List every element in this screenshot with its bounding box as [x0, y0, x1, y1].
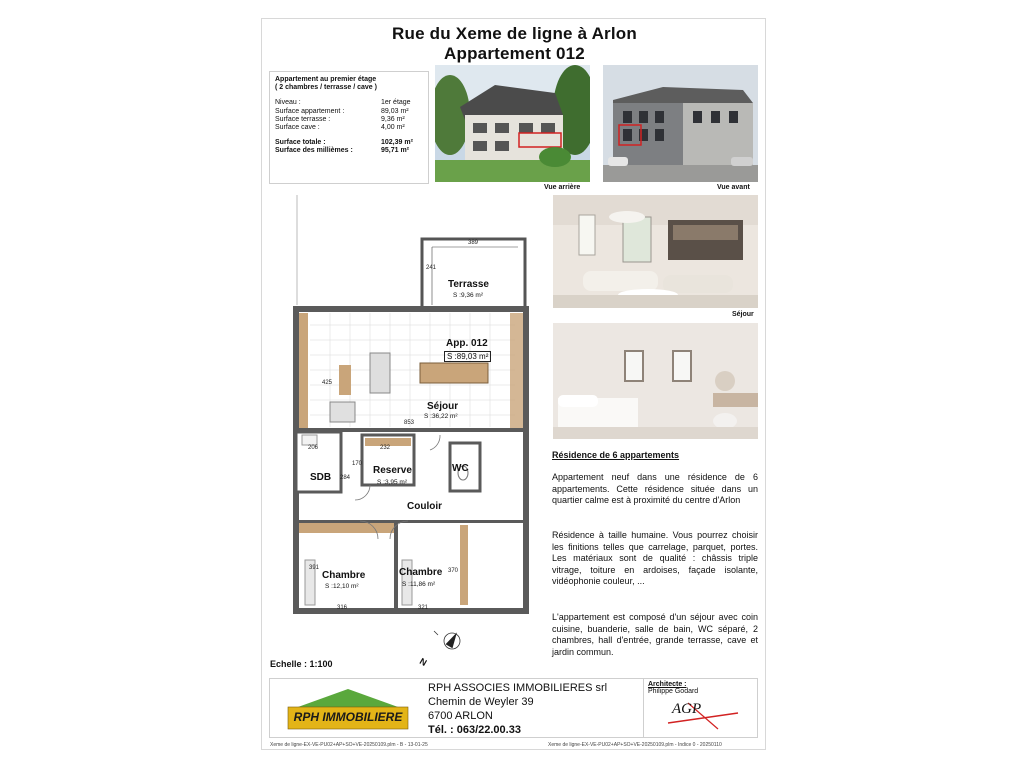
info-row: Niveau : 1er étage [275, 99, 411, 107]
document-sheet [261, 18, 766, 750]
architect-logo-text: AGP [672, 701, 702, 717]
apartment-label: App. 012 [446, 338, 488, 349]
living-room-caption: Séjour [732, 311, 754, 318]
info-row: Surface terrasse : 9,36 m² [275, 115, 405, 123]
dim-label: 321 [418, 605, 429, 611]
description-paragraph-2: Résidence à taille humaine. Vous pourrez choisir les finitions telles que carrelage, parquet, portes. Les matériaux sont de qualité : châssis triple vitrage, toiture en ardoises, façade isolante, vidéophonie couleur, ... [552, 530, 758, 587]
info-title: Appartement au premier étage [275, 76, 377, 83]
dim-label: 241 [426, 265, 437, 271]
company-phone: Tél. : 063/22.00.33 [428, 724, 521, 736]
architect-label: Architecte : [648, 681, 687, 688]
info-row: Surface cave : 4,00 m² [275, 124, 405, 132]
bedroom-1-label: Chambre [322, 570, 366, 581]
rear-view-caption: Vue arrière [544, 184, 581, 191]
dim-label: 206 [308, 445, 319, 451]
company-block [428, 681, 607, 737]
reference-right: Xeme de ligne-EX-VE-PU02+AP+SO+VE-20250109.plm - Indice 0 - 20250110 [548, 742, 722, 748]
scale-label: Echelle : 1:100 [270, 659, 333, 669]
terrace-label: Terrasse [448, 279, 489, 290]
footer-box [269, 678, 758, 738]
architect-name: Philippe Godard [648, 688, 699, 695]
description-heading: Résidence de 6 appartements [552, 450, 680, 460]
living-room-render [553, 195, 758, 308]
dim-label: 425 [322, 380, 333, 386]
bedroom-2-label: Chambre [399, 567, 443, 578]
bedroom-2-area: S :11,86 m² [402, 581, 436, 588]
terrace-area: S :9,36 m² [453, 292, 483, 299]
front-view-render [603, 65, 758, 182]
info-subtitle: ( 2 chambres / terrasse / cave ) [275, 84, 377, 92]
info-total-row: Surface des millièmes : 95,71 m² [275, 147, 410, 155]
couloir-label: Couloir [407, 501, 442, 512]
dim-label: 389 [468, 240, 479, 246]
company-city: 6700 ARLON [428, 710, 493, 722]
floor-plan [290, 195, 530, 625]
info-row: Surface appartement : 89,03 m² [275, 107, 409, 115]
north-arrow [412, 619, 482, 674]
dim-label: 284 [340, 475, 351, 481]
rear-view-render [435, 65, 590, 182]
dim-label: 853 [404, 420, 415, 426]
bedroom-1-area: S :12,10 m² [325, 583, 359, 590]
company-street: Chemin de Weyler 39 [428, 696, 534, 708]
architect-block [643, 679, 759, 737]
description-paragraph-1: Appartement neuf dans une résidence de 6 appartements. Cette résidence située dans un quartier calme est à proximité du centre d'Arlon [552, 472, 758, 506]
apartment-info-box [269, 71, 429, 184]
dim-label: 370 [448, 568, 459, 574]
dim-label: 170 [352, 461, 363, 467]
company-name: RPH ASSOCIES IMMOBILIERES srl [428, 682, 608, 694]
document-title-street: Rue du Xeme de ligne à Arlon [392, 24, 637, 43]
north-label: N [417, 656, 429, 668]
sdb-label: SDB [310, 472, 332, 483]
company-logo [278, 683, 418, 733]
dim-label: 232 [380, 445, 391, 451]
logo-text: RPH IMMOBILIERE [293, 710, 403, 724]
sejour-area: S :36,22 m² [424, 413, 458, 420]
document-title-apartment: Appartement 012 [444, 44, 585, 63]
reserve-label: Reserve [373, 465, 412, 476]
dim-label: 316 [337, 605, 348, 611]
description-paragraph-3: L'appartement est composé d'un séjour avec coin cuisine, buanderie, salle de bain, WC séparé, 2 chambres, hall d'entrée, grande terrasse, cave et jardin commun. [552, 612, 758, 657]
wc-label: WC [452, 463, 469, 474]
sejour-label: Séjour [427, 401, 459, 412]
reserve-area: S :3,95 m² [377, 479, 407, 486]
reference-left: Xeme de ligne-EX-VE-PU02+AP+SO+VE-20250109.plm - B - 13-01-25 [270, 742, 428, 748]
front-view-caption: Vue avant [717, 184, 750, 191]
dim-label: 391 [309, 565, 320, 571]
bedroom-render [553, 323, 758, 439]
apartment-area: S :89,03 m² [444, 351, 491, 362]
info-total-row: Surface totale : 102,39 m² [275, 139, 413, 147]
